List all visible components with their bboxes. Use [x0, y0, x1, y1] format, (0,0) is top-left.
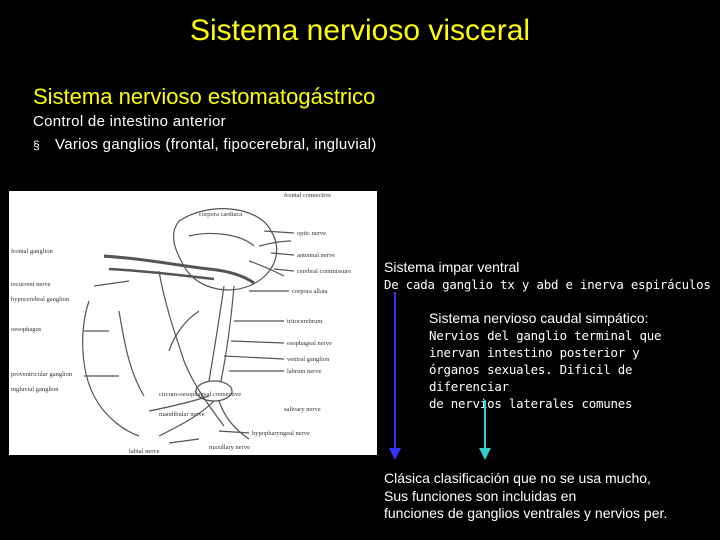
diagram-label: hypopharyngeal nerve	[252, 430, 310, 437]
diagram-label: frontal connective	[284, 192, 332, 199]
caudal-note-line: Nervios del ganglio terminal que	[429, 328, 662, 343]
diagram-label: cerebral commissure	[297, 268, 351, 275]
leader-2	[271, 253, 294, 255]
diagram-label: corpora cardiaca	[199, 211, 243, 218]
bullet-item	[33, 135, 377, 155]
caudal-note-title: Sistema nervioso caudal simpático:	[429, 310, 649, 326]
diagram-label: salivary nerve	[284, 406, 321, 413]
intro-line: Control de intestino anterior	[33, 113, 226, 130]
bullet-marker: §	[33, 138, 40, 152]
arrow-right-icon	[478, 400, 492, 462]
hypocerebral-nerve-line	[169, 311, 199, 351]
leader-3	[274, 269, 294, 271]
connective-line-2	[221, 286, 234, 381]
leader-10	[94, 281, 129, 286]
diagram-label: maxillary nerve	[209, 444, 250, 451]
bottom-note-line: Clásica clasificación que no se usa mucho,	[384, 470, 651, 486]
leader-1	[264, 231, 294, 233]
arrow-left-icon	[388, 292, 402, 462]
bottom-note	[384, 470, 718, 523]
diagram-label: proventricular ganglion	[11, 371, 73, 378]
diagram-label: antennal nerve	[297, 252, 336, 259]
leader-6	[231, 341, 284, 343]
diagram-label: optic nerve	[297, 230, 327, 237]
foregut-line	[109, 269, 214, 279]
maxillary-nerve-line	[159, 401, 214, 436]
diagram-label: frontal ganglion	[11, 248, 53, 255]
diagram-label: labrum nerve	[287, 368, 322, 375]
diagram-label: mandibular nerve	[159, 411, 205, 418]
diagram-label: ventral ganglion	[287, 356, 330, 363]
bullet-text: Varios ganglios (frontal, fipocerebral, ingluvial)	[55, 136, 377, 153]
ventral-note-title: Sistema impar ventral	[384, 259, 520, 275]
diagram-label: recurrent nerve	[11, 281, 51, 288]
diagram-label: tritocerebrum	[287, 318, 323, 325]
gut-wall	[119, 311, 144, 396]
cerebral-commissure-line	[189, 233, 254, 246]
crop-outline	[83, 301, 139, 436]
caudal-note	[429, 310, 719, 412]
leader-14	[169, 439, 199, 443]
nervous-system-diagram	[9, 191, 377, 455]
brain-outline	[174, 209, 277, 290]
slide-subtitle: Sistema nervioso estomatogástrico	[33, 84, 376, 109]
bottom-note-line: Sus funciones son incluidas en	[384, 487, 577, 504]
caudal-note-line: órganos sexuales. Dificil de diferenciar	[429, 362, 633, 394]
diagram-label: hypocerebral ganglion	[11, 296, 70, 303]
diagram-label: oesophagus	[11, 326, 42, 333]
diagram-label: corpora allata	[292, 288, 328, 295]
leader-7	[224, 356, 284, 359]
slide-title: Sistema nervioso visceral	[189, 14, 531, 47]
mandibular-nerve-line	[149, 396, 209, 411]
diagram-label: esophageal nerve	[287, 340, 332, 347]
caudal-note-line: inervan intestino posterior y	[429, 345, 640, 360]
bottom-note-line: funciones de ganglios ventrales y nervios per.	[384, 505, 668, 521]
optic-nerve-line	[259, 241, 291, 246]
diagram-label: circum-oesophageal connective	[159, 391, 242, 398]
leader-13	[219, 431, 249, 433]
diagram-drawing	[9, 191, 377, 455]
diagram-label: labial nerve	[129, 448, 160, 455]
connective-line	[209, 286, 224, 381]
ventral-note	[384, 259, 718, 293]
caudal-note-line: de nervios laterales comunes	[429, 396, 633, 411]
ventral-note-text: De cada ganglio tx y abd e inerva espiráculos	[384, 277, 711, 292]
diagram-label: ingluvial ganglion	[11, 386, 59, 393]
